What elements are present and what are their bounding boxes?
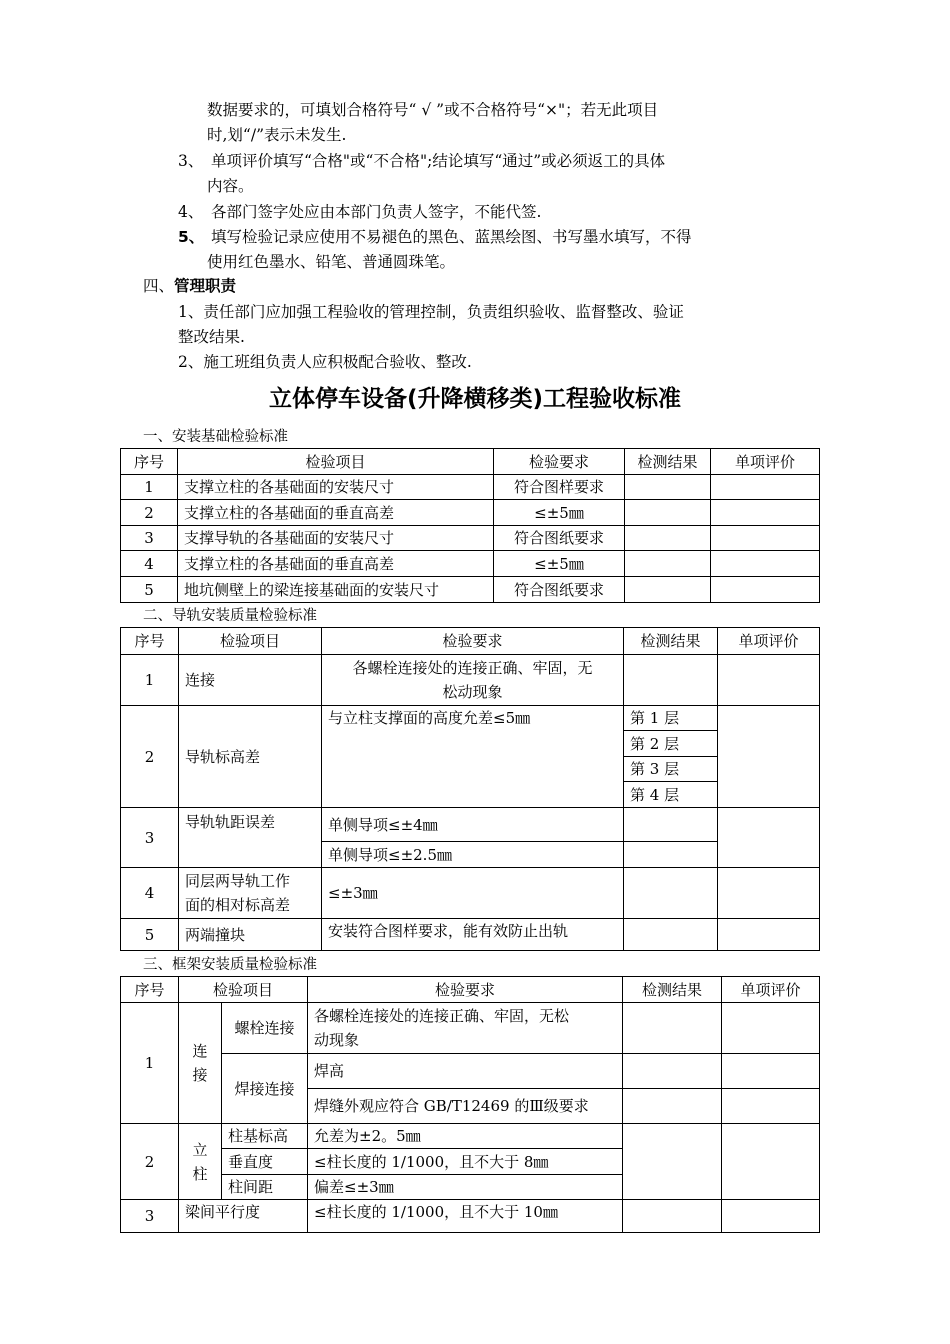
header-requirement: 检验要求 <box>494 449 625 475</box>
note-3-line-1 <box>178 149 665 174</box>
row-item <box>179 868 322 919</box>
document-title: 立体停车设备(升降横移类)工程验收标准 <box>268 386 682 412</box>
header-evaluation: 单项评价 <box>718 628 820 655</box>
result-cell[interactable] <box>624 808 718 842</box>
table-row <box>121 1200 820 1233</box>
level-cell[interactable]: 第 2 层 <box>624 731 718 757</box>
result-cell[interactable] <box>625 500 711 526</box>
row-requirement: 与立柱支撑面的高度允差≤5㎜ <box>322 706 624 808</box>
section-4-prefix: 四、 <box>143 277 175 295</box>
result-cell[interactable] <box>624 842 718 868</box>
evaluation-cell[interactable] <box>722 1054 820 1089</box>
row-requirement: ≤柱长度的 1/1000，且不大于 8㎜ <box>308 1149 623 1175</box>
table-row <box>121 500 820 526</box>
table-row <box>121 808 820 842</box>
requirement-line-2: 动现象 <box>314 1031 360 1049</box>
row-item: 导轨标高差 <box>179 706 322 808</box>
row-subitem: 焊接连接 <box>222 1054 308 1124</box>
header-evaluation: 单项评价 <box>711 449 820 475</box>
evaluation-cell[interactable] <box>722 1124 820 1200</box>
note-5-number: 5、 <box>178 228 205 246</box>
note-2-line-2: 时,划“/”表示未发生. <box>207 126 347 144</box>
row-no: 3 <box>121 808 179 868</box>
table-guide-rail <box>120 627 820 951</box>
row-requirement: ≤±5㎜ <box>494 500 625 526</box>
section-4-heading <box>143 274 236 299</box>
result-cell[interactable] <box>625 551 711 577</box>
row-item: 两端撞块 <box>179 919 322 951</box>
result-cell[interactable] <box>625 526 711 551</box>
header-item: 检验项目 <box>179 628 322 655</box>
row-item: 地坑侧壁上的梁连接基础面的安装尺寸 <box>178 577 494 603</box>
header-evaluation: 单项评价 <box>722 977 820 1003</box>
item-line-2: 面的相对标高差 <box>185 896 291 914</box>
note-2-line-1: 数据要求的，可填划合格符号“ √ ”或不合格符号“×"；若无此项目 <box>207 101 659 119</box>
row-requirement: 符合图纸要求 <box>494 577 625 603</box>
evaluation-cell[interactable] <box>711 500 820 526</box>
row-requirement: 焊高 <box>308 1054 623 1089</box>
row-no: 5 <box>121 577 178 603</box>
level-cell[interactable]: 第 3 层 <box>624 757 718 782</box>
row-group <box>179 1124 222 1200</box>
row-requirement: 符合图纸要求 <box>494 526 625 551</box>
table-row <box>121 1054 820 1089</box>
result-cell[interactable] <box>623 1089 722 1124</box>
result-cell[interactable] <box>625 577 711 603</box>
table-row <box>121 1124 820 1149</box>
table-row <box>121 706 820 731</box>
row-requirement: 偏差≤±3㎜ <box>308 1175 623 1200</box>
row-requirement: 符合图样要求 <box>494 475 625 500</box>
note-5-line-2: 使用红色墨水、铅笔、普通圆珠笔。 <box>207 253 456 271</box>
row-requirement: ≤柱长度的 1/1000，且不大于 10㎜ <box>308 1200 623 1233</box>
row-item: 支撑立柱的各基础面的安装尺寸 <box>178 475 494 500</box>
row-requirement <box>308 1003 623 1054</box>
row-item: 支撑导轨的各基础面的安装尺寸 <box>178 526 494 551</box>
row-no: 4 <box>121 868 179 919</box>
row-subitem: 螺栓连接 <box>222 1003 308 1054</box>
evaluation-cell[interactable] <box>718 655 820 706</box>
row-requirement: ≤±5㎜ <box>494 551 625 577</box>
header-result: 检测结果 <box>623 977 722 1003</box>
row-requirement: 允差为±2。5㎜ <box>308 1124 623 1149</box>
row-item: 导轨轨距误差 <box>179 808 322 868</box>
row-requirement: 安装符合图样要求，能有效防止出轨 <box>322 919 624 951</box>
item-line-1: 同层两导轨工作 <box>185 872 291 890</box>
table-row <box>121 577 820 603</box>
table-header-row <box>121 449 820 475</box>
row-item: 连接 <box>179 655 322 706</box>
evaluation-cell[interactable] <box>718 868 820 919</box>
table3-caption: 三、框架安装质量检验标准 <box>143 957 317 973</box>
row-item: 支撑立柱的各基础面的垂直高差 <box>178 500 494 526</box>
header-result: 检测结果 <box>625 449 711 475</box>
table-header-row <box>121 628 820 655</box>
row-subitem: 柱基标高 <box>222 1124 308 1149</box>
evaluation-cell[interactable] <box>711 475 820 500</box>
row-no: 2 <box>121 500 178 526</box>
requirement-line-1: 各螺栓连接处的连接正确、牢固，无松 <box>314 1007 570 1025</box>
row-requirement: 单侧导项≤±4㎜ <box>322 808 624 842</box>
note-3-text: 单项评价填写“合格"或“不合格";结论填写“通过”或必须返工的具体 <box>211 152 666 170</box>
group-char-1: 立 <box>192 1140 208 1159</box>
table1-caption: 一、安装基础检验标准 <box>143 429 288 445</box>
requirement-line-1: 各螺栓连接处的连接正确、牢固，无 <box>352 659 593 677</box>
row-item: 梁间平行度 <box>179 1200 308 1233</box>
table-row <box>121 919 820 951</box>
table-row <box>121 868 820 919</box>
note-5-text: 填写检验记录应使用不易褪色的黑色、蓝黑绘图、书写墨水填写，不得 <box>211 228 692 246</box>
evaluation-cell[interactable] <box>722 1200 820 1233</box>
group-char-2: 柱 <box>192 1164 208 1183</box>
evaluation-cell[interactable] <box>718 919 820 951</box>
row-requirement: ≤±3㎜ <box>322 868 624 919</box>
result-cell[interactable] <box>624 868 718 919</box>
evaluation-cell[interactable] <box>711 526 820 551</box>
result-cell[interactable] <box>624 919 718 951</box>
row-no: 5 <box>121 919 179 951</box>
row-group <box>179 1003 222 1124</box>
evaluation-cell[interactable] <box>718 808 820 868</box>
evaluation-cell[interactable] <box>718 706 820 808</box>
table-row <box>121 551 820 577</box>
header-item: 检验项目 <box>179 977 308 1003</box>
header-requirement: 检验要求 <box>308 977 623 1003</box>
group-char-1: 连 <box>192 1042 208 1060</box>
header-no: 序号 <box>121 449 178 475</box>
row-requirement: 焊缝外观应符合 GB/T12469 的Ⅲ级要求 <box>308 1089 623 1124</box>
row-subitem: 柱间距 <box>222 1175 308 1200</box>
table-row <box>121 526 820 551</box>
header-no: 序号 <box>121 628 179 655</box>
row-subitem: 垂直度 <box>222 1149 308 1175</box>
row-no: 1 <box>121 655 179 706</box>
table2-caption: 二、导轨安装质量检验标准 <box>143 608 317 624</box>
result-cell[interactable] <box>623 1054 722 1089</box>
result-cell[interactable] <box>623 1200 722 1233</box>
table-foundation <box>120 448 820 603</box>
row-no: 4 <box>121 551 178 577</box>
evaluation-cell[interactable] <box>711 551 820 577</box>
table-row <box>121 655 820 706</box>
note-4-text: 各部门签字处应由本部门负责人签字，不能代签. <box>211 203 542 221</box>
result-cell[interactable] <box>623 1003 722 1054</box>
table-header-row <box>121 977 820 1003</box>
requirement-line-2: 松动现象 <box>442 683 503 701</box>
header-item: 检验项目 <box>178 449 494 475</box>
row-no: 1 <box>121 1003 179 1124</box>
row-no: 3 <box>121 1200 179 1233</box>
header-result: 检测结果 <box>624 628 718 655</box>
note-4-number: 4、 <box>178 203 204 221</box>
duty-2-line-1: 2、施工班组负责人应积极配合验收、整改. <box>178 353 472 371</box>
result-cell[interactable] <box>624 655 718 706</box>
table-frame <box>120 976 820 1233</box>
level-cell[interactable]: 第 1 层 <box>624 706 718 731</box>
group-char-2: 接 <box>192 1066 208 1084</box>
evaluation-cell[interactable] <box>722 1089 820 1124</box>
note-4-line-1 <box>178 200 541 225</box>
level-cell[interactable]: 第 4 层 <box>624 782 718 808</box>
row-requirement <box>322 655 624 706</box>
evaluation-cell[interactable] <box>722 1003 820 1054</box>
result-cell[interactable] <box>623 1124 722 1200</box>
note-3-line-2: 内容。 <box>207 177 254 195</box>
table-row <box>121 475 820 500</box>
duty-1-line-2: 整改结果. <box>178 328 245 346</box>
header-no: 序号 <box>121 977 179 1003</box>
note-3-number: 3、 <box>178 152 204 170</box>
header-requirement: 检验要求 <box>322 628 624 655</box>
row-no: 2 <box>121 706 179 808</box>
note-5-line-1 <box>178 225 692 250</box>
section-4-title: 管理职责 <box>174 277 237 295</box>
evaluation-cell[interactable] <box>711 577 820 603</box>
table-row <box>121 1003 820 1054</box>
row-item: 支撑立柱的各基础面的垂直高差 <box>178 551 494 577</box>
row-requirement: 单侧导项≤±2.5㎜ <box>322 842 624 868</box>
result-cell[interactable] <box>625 475 711 500</box>
row-no: 1 <box>121 475 178 500</box>
duty-1-line-1: 1、责任部门应加强工程验收的管理控制，负责组织验收、监督整改、验证 <box>178 303 684 321</box>
row-no: 3 <box>121 526 178 551</box>
row-no: 2 <box>121 1124 179 1200</box>
